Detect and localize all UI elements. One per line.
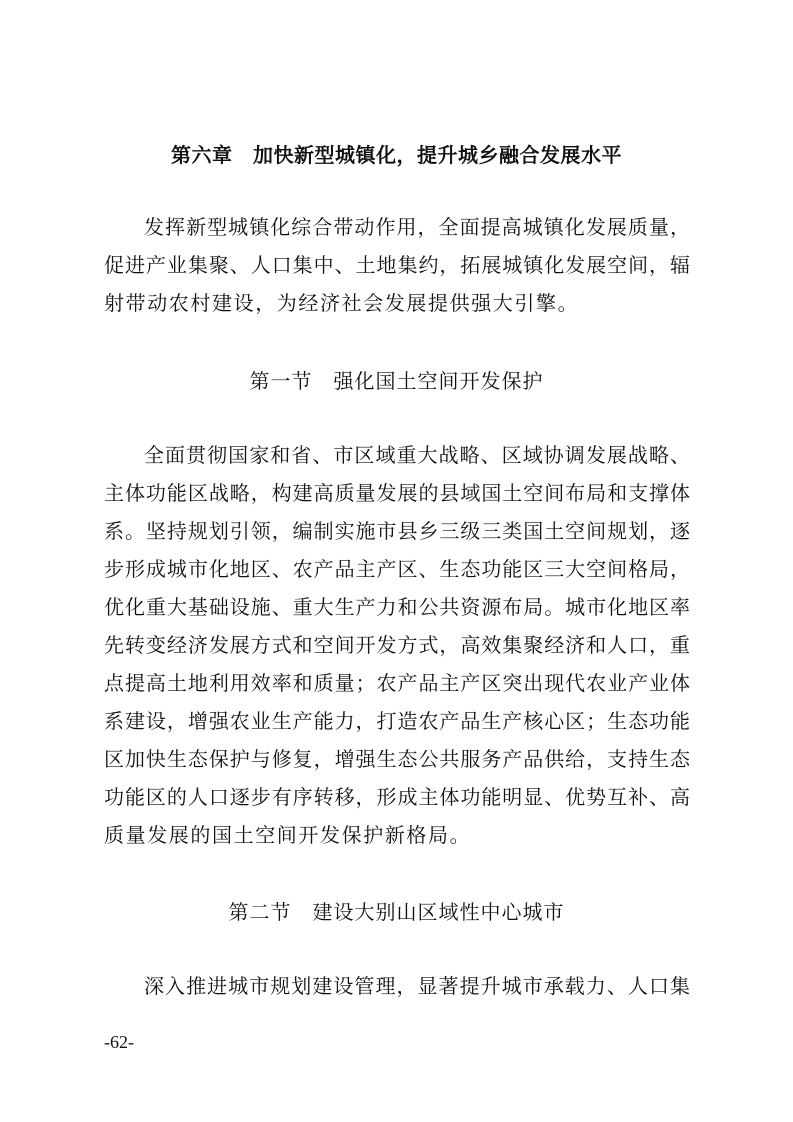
page-number: -62- (104, 1032, 134, 1052)
chapter-title: 第六章 加快新型城镇化，提升城乡融合发展水平 (171, 143, 622, 167)
paragraph-line: 系建设，增强农业生产能力，打造农产品生产核心区；生态功能 (104, 709, 690, 733)
paragraph-line: 主体功能区战略，构建高质量发展的县域国土空间布局和支撑体 (104, 481, 690, 505)
paragraph-line: 质量发展的国土空间开发保护新格局。 (104, 823, 472, 847)
paragraph-line: 功能区的人口逐步有序转移，形成主体功能明显、优势互补、高 (104, 785, 690, 809)
paragraph-line: 深入推进城市规划建设管理，显著提升城市承载力、人口集 (144, 974, 690, 998)
paragraph-line: 点提高土地利用效率和质量；农产品主产区突出现代农业产业体 (104, 671, 690, 695)
paragraph-line: 优化重大基础设施、重大生产力和公共资源布局。城市化地区率 (104, 595, 690, 619)
paragraph-line: 区加快生态保护与修复，增强生态公共服务产品供给，支持生态 (104, 747, 690, 771)
paragraph-line: 全面贯彻国家和省、市区域重大战略、区域协调发展战略、 (144, 443, 690, 467)
paragraph-line: 促进产业集聚、人口集中、土地集约，拓展城镇化发展空间，辐 (104, 253, 690, 277)
paragraph-line: 先转变经济发展方式和空间开发方式，高效集聚经济和人口，重 (104, 633, 690, 657)
intro-paragraph (104, 208, 690, 322)
paragraph-line: 发挥新型城镇化综合带动作用，全面提高城镇化发展质量， (144, 215, 690, 239)
section-2-title: 第二节 建设大别山区域性中心城市 (228, 900, 565, 924)
section-1-paragraph (104, 436, 690, 854)
paragraph-line: 步形成城市化地区、农产品主产区、生态功能区三大空间格局， (104, 557, 690, 581)
paragraph-line: 系。坚持规划引领，编制实施市县乡三级三类国土空间规划，逐 (104, 519, 690, 543)
section-2-paragraph (104, 967, 690, 1005)
section-1-title: 第一节 强化国土空间开发保护 (249, 369, 544, 393)
paragraph-line: 射带动农村建设，为经济社会发展提供强大引擎。 (104, 291, 580, 315)
